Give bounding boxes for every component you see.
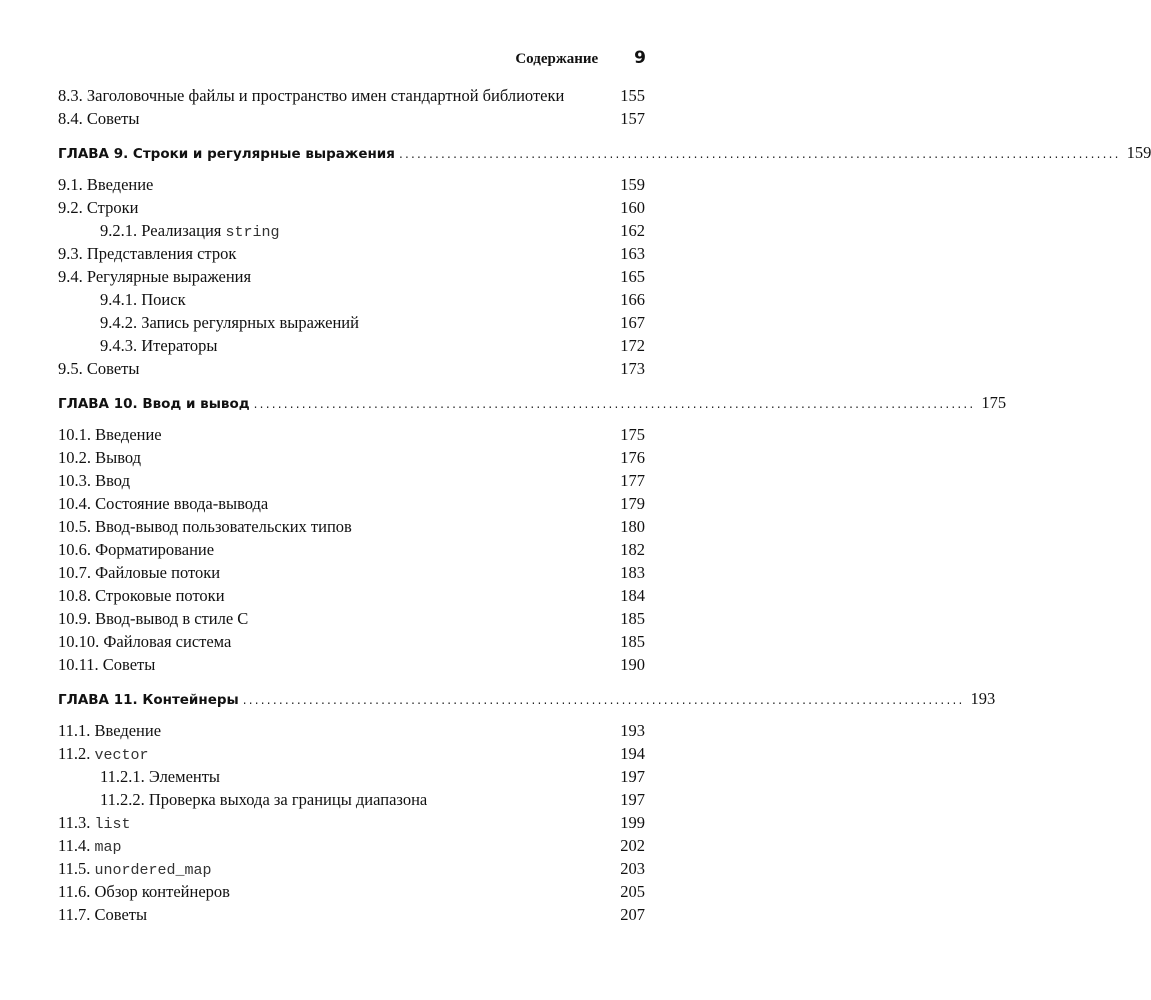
- section-title: Советы: [102, 655, 156, 674]
- toc-section-entry[interactable]: [58, 607, 645, 630]
- section-number: 9.2.1.: [100, 221, 138, 240]
- section-title: Ввод: [95, 471, 130, 490]
- section-title: Вывод: [95, 448, 142, 467]
- section-number: 9.3.: [58, 244, 83, 263]
- toc-section-entry[interactable]: [58, 196, 645, 219]
- toc-section-entry[interactable]: [58, 857, 645, 880]
- section-number: 10.11.: [58, 655, 99, 674]
- section-number: 11.2.2.: [100, 790, 145, 809]
- entry-label: [58, 265, 251, 288]
- chapter-page: 193: [970, 689, 996, 708]
- entry-page: 166: [620, 290, 645, 309]
- chapter-heading[interactable]: [58, 141, 1151, 164]
- entry-label: [58, 84, 564, 107]
- section-title: Ввод-вывод в стиле C: [95, 609, 249, 628]
- section-number: 10.4.: [58, 494, 91, 513]
- entry-page: 175: [620, 425, 645, 444]
- code-identifier: vector: [94, 747, 149, 764]
- entry-page: 173: [620, 359, 645, 378]
- entry-label: [58, 219, 280, 244]
- entry-page: 176: [620, 448, 645, 467]
- section-title: Запись регулярных выражений: [141, 313, 359, 332]
- toc-subsection-entry[interactable]: [58, 334, 645, 357]
- entry-label: [58, 834, 122, 859]
- section-title: Ввод-вывод пользовательских типов: [95, 517, 352, 536]
- entry-page: 180: [620, 517, 645, 536]
- entry-page: 160: [620, 198, 645, 217]
- toc-section-entry[interactable]: [58, 653, 645, 676]
- toc-section-entry[interactable]: [58, 242, 645, 265]
- section-number: 11.6.: [58, 882, 91, 901]
- section-number: 10.5.: [58, 517, 91, 536]
- entry-label: [58, 288, 186, 311]
- section-number: 10.10.: [58, 632, 100, 651]
- entry-page: 163: [620, 244, 645, 263]
- section-number: 11.7.: [58, 905, 91, 924]
- entry-label: [58, 857, 212, 882]
- section-title: Реализация: [141, 221, 226, 240]
- entry-label: [58, 607, 248, 630]
- entry-label: [58, 561, 220, 584]
- section-number: 9.4.1.: [100, 290, 138, 309]
- entry-page: 207: [620, 905, 645, 924]
- chapter-heading[interactable]: [58, 687, 996, 710]
- toc-section-entry[interactable]: [58, 446, 645, 469]
- section-title: Регулярные выражения: [86, 267, 252, 286]
- section-number: 11.3.: [58, 813, 91, 832]
- entry-label: [58, 357, 139, 380]
- entry-page: 193: [620, 721, 645, 740]
- entry-label: [58, 423, 162, 446]
- section-number: 10.9.: [58, 609, 91, 628]
- entry-label: [58, 538, 214, 561]
- dot-leader: ........................................................................................................................: [253, 397, 976, 411]
- entry-page: 167: [620, 313, 645, 332]
- section-title: Итераторы: [141, 336, 218, 355]
- toc-section-entry[interactable]: [58, 538, 645, 561]
- entry-label: [58, 788, 427, 811]
- entry-label: [58, 446, 141, 469]
- section-number: 9.4.3.: [100, 336, 138, 355]
- chapter-page: 159: [1126, 143, 1151, 162]
- entry-page: 185: [620, 632, 645, 651]
- entry-label: [58, 584, 225, 607]
- toc-section-entry[interactable]: [58, 903, 645, 926]
- entry-page: 155: [620, 86, 645, 105]
- section-title: Введение: [86, 175, 154, 194]
- entry-label: [58, 630, 231, 653]
- section-number: 9.4.2.: [100, 313, 138, 332]
- section-title: Элементы: [148, 767, 221, 786]
- section-number: 10.6.: [58, 540, 91, 559]
- code-identifier: unordered_map: [94, 862, 212, 879]
- section-title: Поиск: [141, 290, 186, 309]
- section-number: 10.8.: [58, 586, 91, 605]
- section-title: Советы: [94, 905, 148, 924]
- entry-page: 205: [620, 882, 645, 901]
- entry-page: 197: [620, 767, 645, 786]
- chapter-title: ГЛАВА 10. Ввод и вывод: [58, 396, 250, 412]
- section-number: 8.3.: [58, 86, 83, 105]
- section-title: Введение: [95, 425, 162, 444]
- section-number: 10.7.: [58, 563, 91, 582]
- toc-section-entry[interactable]: [58, 584, 645, 607]
- section-number: 11.5.: [58, 859, 91, 878]
- dot-leader: ........................................................................................................................: [242, 693, 965, 707]
- section-title: Строковые потоки: [95, 586, 225, 605]
- section-title: Представления строк: [86, 244, 237, 263]
- table-of-contents: [58, 84, 1151, 926]
- entry-label: [58, 107, 139, 130]
- section-title: Заголовочные файлы и пространство имен стандартной библиотеки: [86, 86, 565, 105]
- section-number: 8.4.: [58, 109, 83, 128]
- section-number: 9.4.: [58, 267, 83, 286]
- toc-section-entry[interactable]: [58, 834, 645, 857]
- toc-section-entry[interactable]: [58, 811, 645, 834]
- toc-section-entry[interactable]: [58, 469, 645, 492]
- running-head: [515, 48, 646, 68]
- entry-page: 162: [620, 221, 645, 240]
- entry-page: 197: [620, 790, 645, 809]
- running-head-title: Содержание: [515, 51, 599, 67]
- chapter-title: ГЛАВА 11. Контейнеры: [58, 692, 239, 708]
- page-number: 9: [634, 48, 646, 68]
- chapter-heading[interactable]: [58, 391, 1007, 414]
- entry-label: [58, 311, 359, 334]
- section-title: Введение: [94, 721, 162, 740]
- section-title: Советы: [86, 359, 140, 378]
- entry-page: 185: [620, 609, 645, 628]
- entry-label: [58, 469, 130, 492]
- section-number: 9.5.: [58, 359, 83, 378]
- chapter-page: 175: [981, 393, 1007, 412]
- toc-subsection-entry[interactable]: [58, 311, 645, 334]
- entry-page: 183: [620, 563, 645, 582]
- dot-leader: ........................................................................................................................: [398, 147, 1121, 161]
- entry-page: 203: [620, 859, 645, 878]
- section-number: 10.1.: [58, 425, 91, 444]
- section-title: Файловые потоки: [95, 563, 221, 582]
- toc-section-entry[interactable]: [58, 492, 645, 515]
- entry-label: [58, 811, 131, 836]
- code-identifier: map: [94, 839, 122, 856]
- entry-page: 194: [620, 744, 645, 763]
- toc-section-entry[interactable]: [58, 357, 645, 380]
- chapter-title: ГЛАВА 9. Строки и регулярные выражения: [58, 146, 395, 162]
- toc-section-entry[interactable]: [58, 173, 645, 196]
- entry-label: [58, 765, 220, 788]
- entry-label: [58, 653, 155, 676]
- section-title: Обзор контейнеров: [94, 882, 230, 901]
- section-number: 11.1.: [58, 721, 91, 740]
- entry-page: 179: [620, 494, 645, 513]
- entry-page: 159: [620, 175, 645, 194]
- toc-section-entry[interactable]: [58, 107, 645, 130]
- toc-subsection-entry[interactable]: [58, 288, 645, 311]
- entry-label: [58, 880, 230, 903]
- entry-label: [58, 196, 138, 219]
- code-identifier: string: [225, 224, 280, 241]
- section-number: 10.3.: [58, 471, 91, 490]
- entry-label: [58, 719, 161, 742]
- section-number: 11.4.: [58, 836, 91, 855]
- toc-section-entry[interactable]: [58, 630, 645, 653]
- entry-page: 172: [620, 336, 645, 355]
- toc-subsection-entry[interactable]: [58, 788, 645, 811]
- toc-section-entry[interactable]: [58, 742, 645, 765]
- entry-label: [58, 492, 268, 515]
- section-title: Файловая система: [103, 632, 232, 651]
- entry-label: [58, 742, 149, 767]
- toc-subsection-entry[interactable]: [58, 765, 645, 788]
- entry-page: 199: [620, 813, 645, 832]
- code-identifier: list: [94, 816, 131, 833]
- entry-page: 165: [620, 267, 645, 286]
- entry-page: 182: [620, 540, 645, 559]
- entry-label: [58, 334, 217, 357]
- section-number: 9.2.: [58, 198, 83, 217]
- section-number: 10.2.: [58, 448, 91, 467]
- toc-section-entry[interactable]: [58, 880, 645, 903]
- section-title: Форматирование: [95, 540, 215, 559]
- entry-label: [58, 242, 236, 265]
- toc-subsection-entry[interactable]: [58, 219, 645, 242]
- toc-section-entry[interactable]: [58, 265, 645, 288]
- section-number: 9.1.: [58, 175, 83, 194]
- entry-label: [58, 903, 147, 926]
- entry-label: [58, 515, 352, 538]
- entry-page: 190: [620, 655, 645, 674]
- toc-section-entry[interactable]: [58, 561, 645, 584]
- section-number: 11.2.1.: [100, 767, 145, 786]
- toc-section-entry[interactable]: [58, 719, 645, 742]
- section-title: Строки: [86, 198, 139, 217]
- section-title: Состояние ввода-вывода: [95, 494, 269, 513]
- toc-section-entry[interactable]: [58, 515, 645, 538]
- section-title: Советы: [86, 109, 140, 128]
- section-number: 11.2.: [58, 744, 91, 763]
- toc-section-entry[interactable]: [58, 84, 645, 107]
- entry-page: 184: [620, 586, 645, 605]
- entry-label: [58, 173, 153, 196]
- entry-page: 157: [620, 109, 645, 128]
- entry-page: 177: [620, 471, 645, 490]
- entry-page: 202: [620, 836, 645, 855]
- section-title: Проверка выхода за границы диапазона: [148, 790, 428, 809]
- toc-section-entry[interactable]: [58, 423, 645, 446]
